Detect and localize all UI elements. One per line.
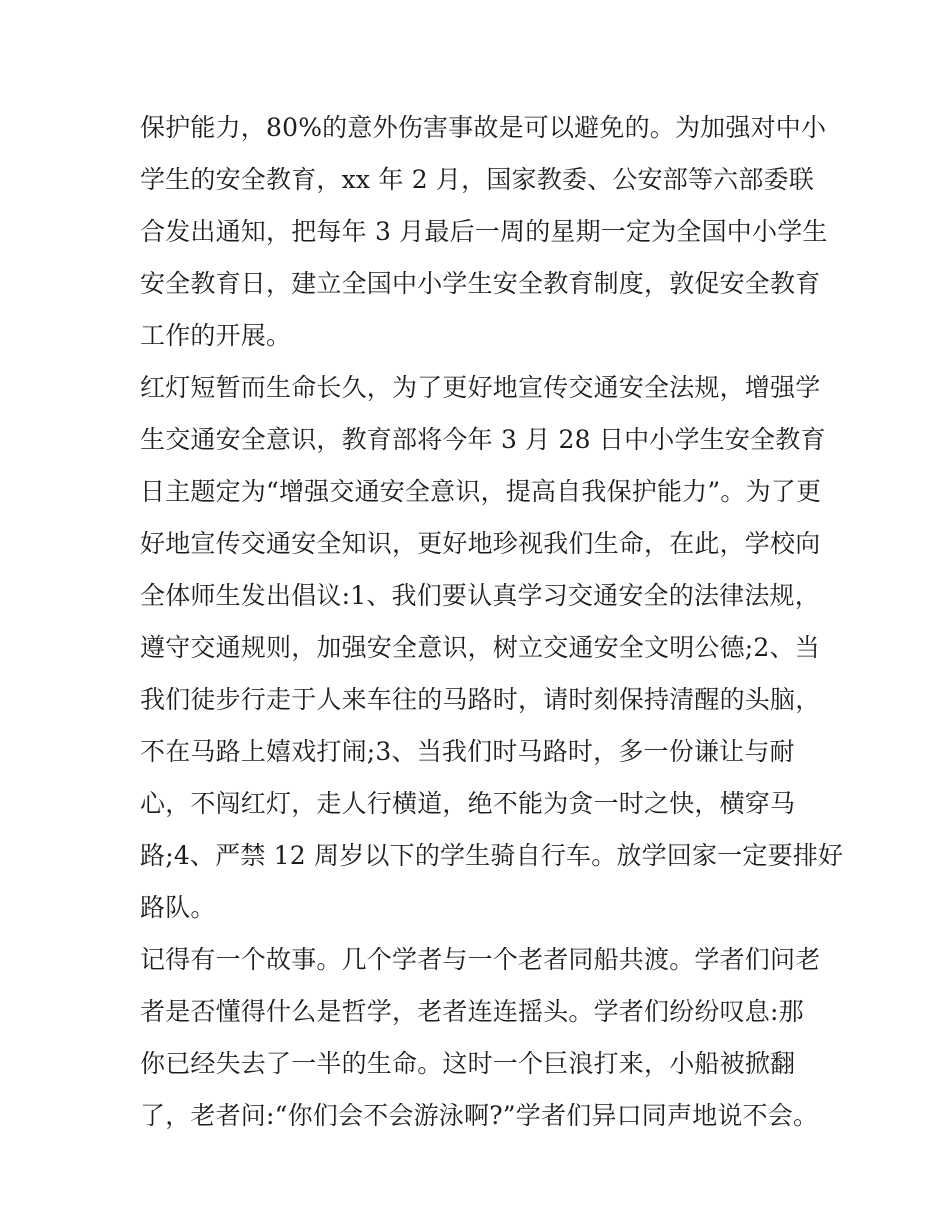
text-line: 我们徒步行走于人来车往的马路时，请时刻保持清醒的头脑， xyxy=(140,685,821,714)
text-line: 不在马路上嬉戏打闹;3、当我们时马路时，多一份谦让与耐 xyxy=(140,737,795,766)
text-line: 者是否懂得什么是哲学，老者连连摇头。学者们纷纷叹息:那 xyxy=(140,997,804,1026)
text-line: 了，老者问:“你们会不会游泳啊?”学者们异口同声地说不会。 xyxy=(140,1101,819,1130)
paragraph-safety-education-origin xyxy=(140,102,828,362)
text-line: 你已经失去了一半的生命。这时一个巨浪打来，小船被掀翻 xyxy=(140,1049,796,1078)
text-line: 合发出通知，把每年 3 月最后一周的星期一定为全国中小学生 xyxy=(140,217,828,246)
text-line: 路;4、严禁 12 周岁以下的学生骑自行车。放学回家一定要排好 xyxy=(140,841,844,870)
document-page xyxy=(140,102,844,1142)
text-line: 记得有一个故事。几个学者与一个老者同船共渡。学者们问老 xyxy=(140,945,821,974)
text-line: 日主题定为“增强交通安全意识，提高自我保护能力”。为了更 xyxy=(140,477,822,506)
text-line: 学生的安全教育，xx 年 2 月，国家教委、公安部等六部委联 xyxy=(140,165,814,194)
paragraph-traffic-safety-proposal xyxy=(140,362,844,934)
text-line: 保护能力，80%的意外伤害事故是可以避免的。为加强对中小 xyxy=(140,113,827,142)
text-line: 全体师生发出倡议:1、我们要认真学习交通安全的法律法规， xyxy=(140,581,820,610)
text-line: 好地宣传交通安全知识，更好地珍视我们生命，在此，学校向 xyxy=(140,529,821,558)
text-line: 红灯短暂而生命长久，为了更好地宣传交通安全法规，增强学 xyxy=(140,373,821,402)
text-line: 安全教育日，建立全国中小学生安全教育制度，敦促安全教育 xyxy=(140,269,821,298)
text-line: 心，不闯红灯，走人行横道，绝不能为贪一时之快，横穿马 xyxy=(140,789,796,818)
text-line: 路队。 xyxy=(140,893,216,922)
text-line: 遵守交通规则，加强安全意识，树立交通安全文明公德;2、当 xyxy=(140,633,820,662)
text-line: 工作的开展。 xyxy=(140,321,292,350)
text-line: 生交通安全意识，教育部将今年 3 月 28 日中小学生安全教育 xyxy=(140,425,826,454)
paragraph-story-scholars xyxy=(140,934,821,1142)
